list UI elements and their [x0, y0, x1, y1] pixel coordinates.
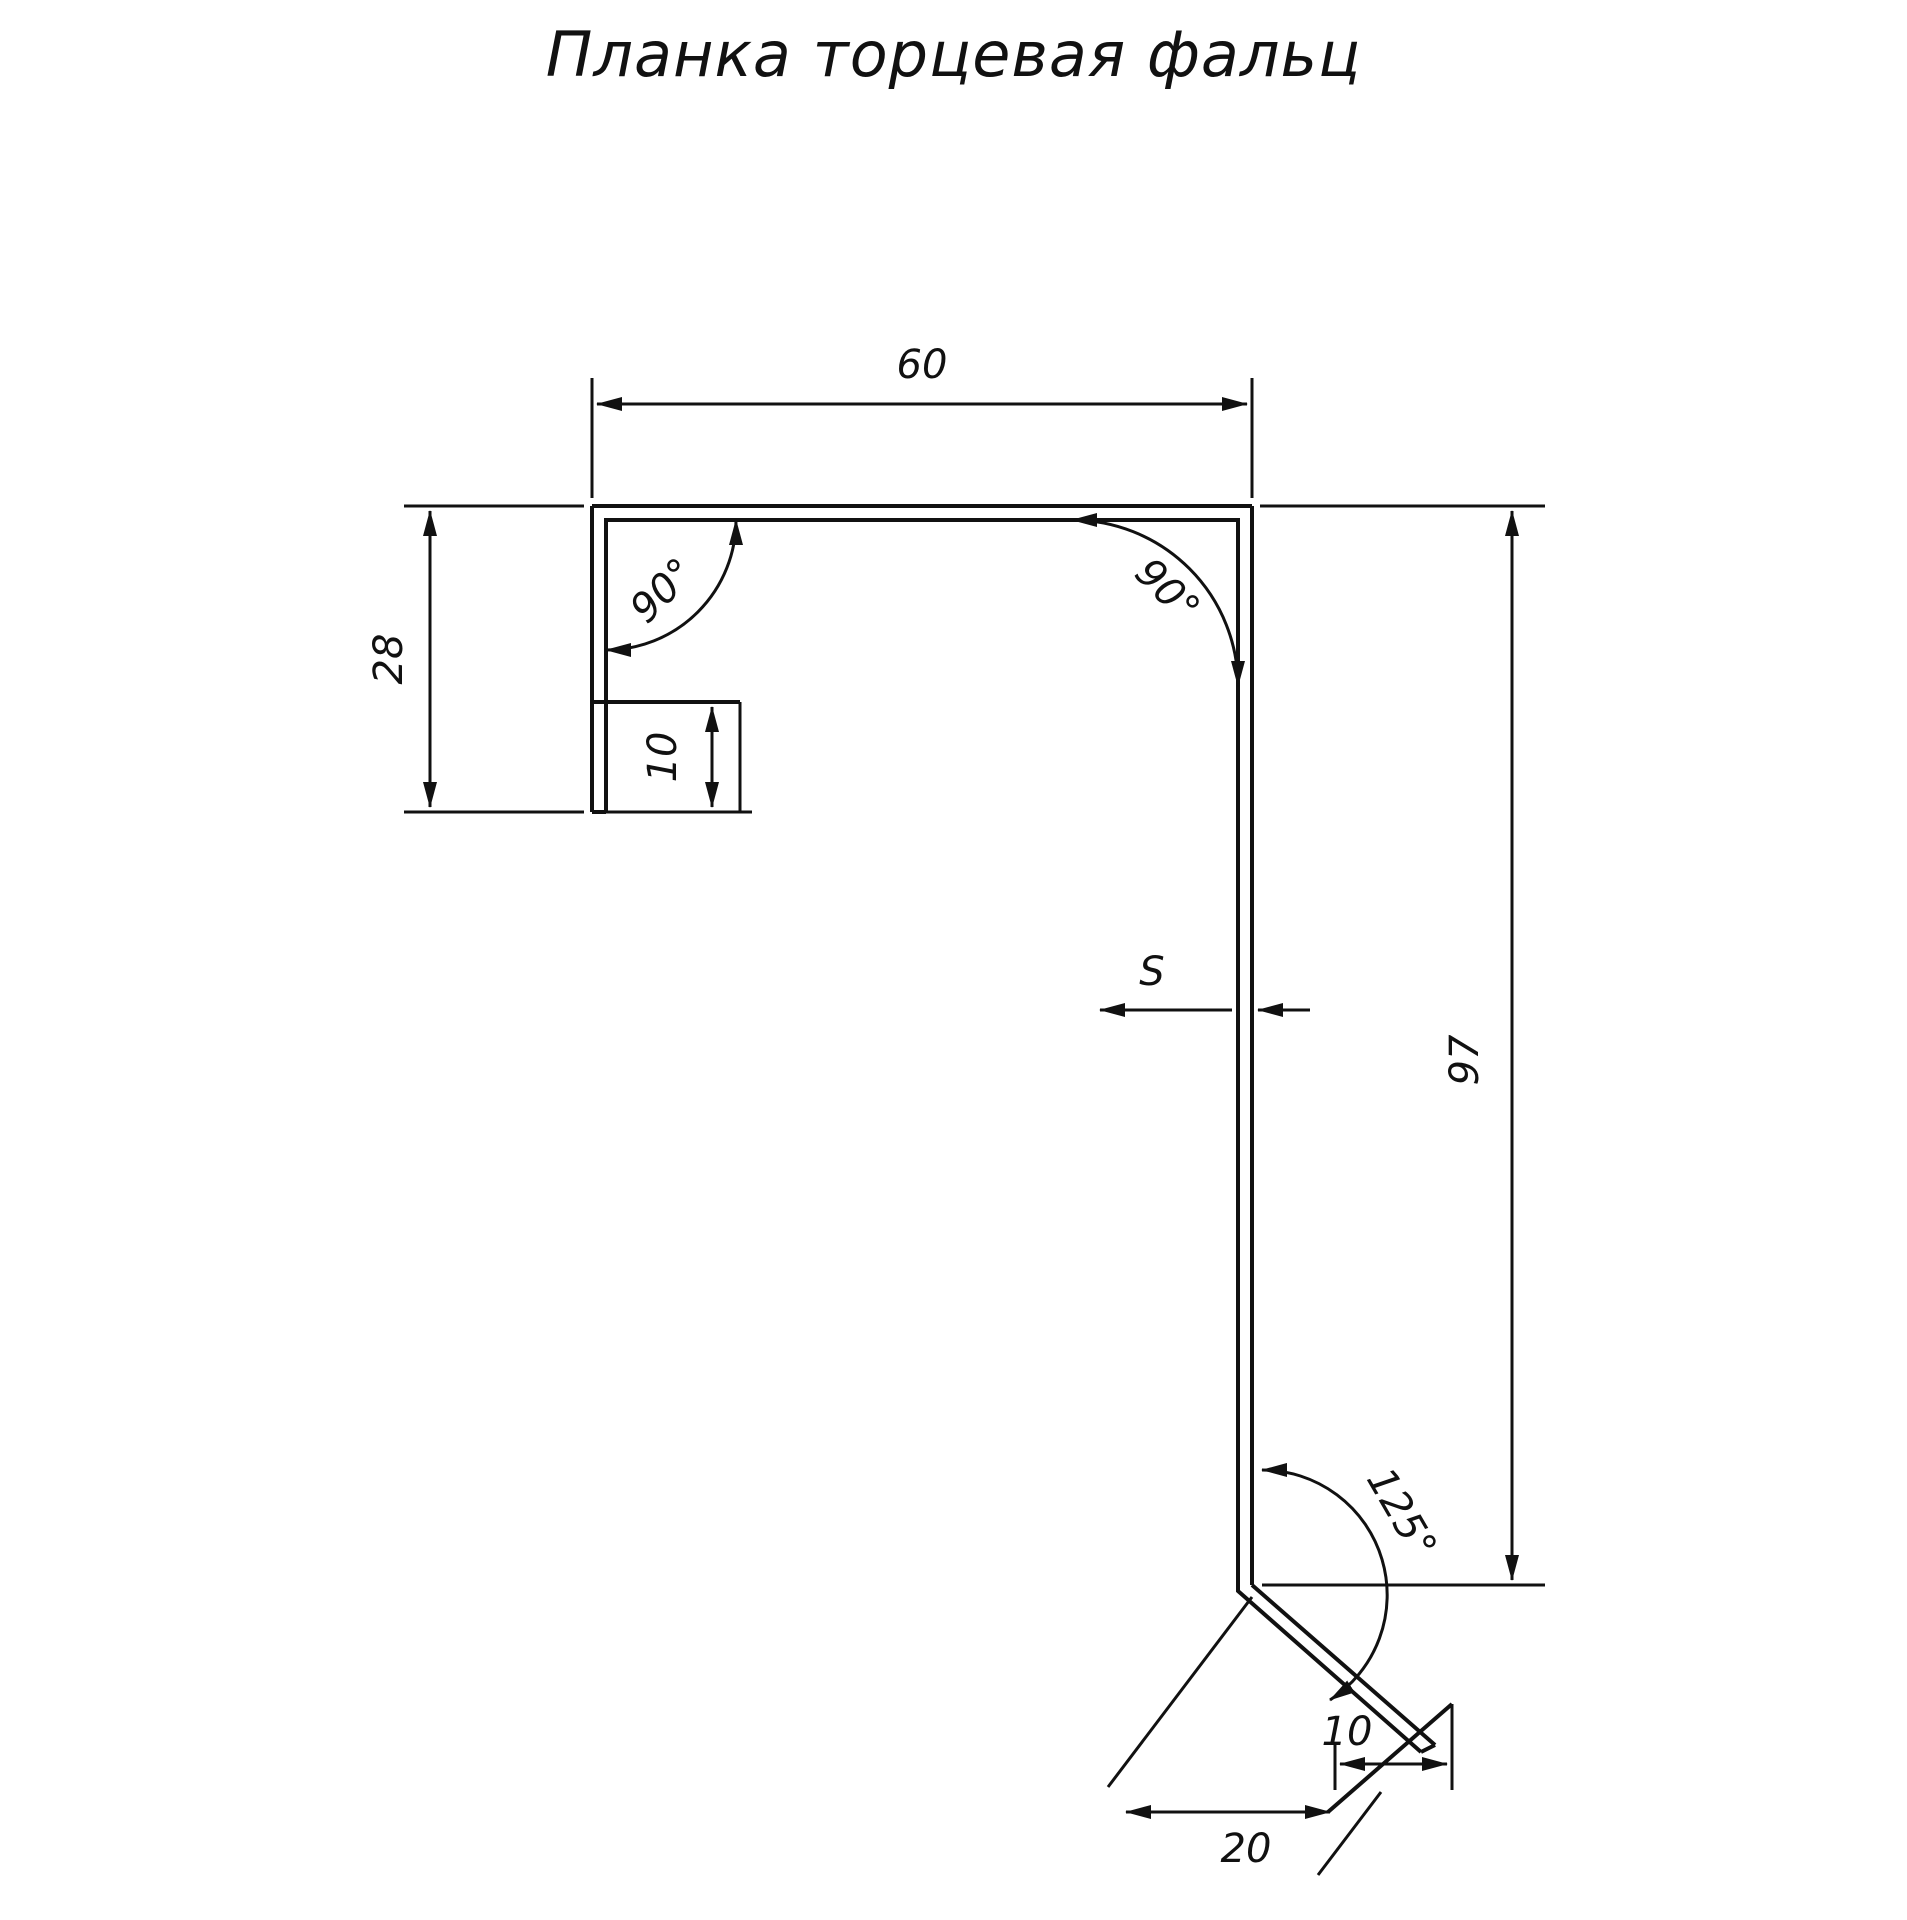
dimension-left-flange — [404, 506, 584, 812]
dimension-main-height — [1260, 506, 1545, 1585]
dimension-label-bottom-hem: 10 — [1321, 1709, 1373, 1755]
dimension-top-width — [592, 378, 1252, 498]
dimension-label-bottom-drip: 20 — [1220, 1826, 1272, 1872]
angle-label-top-right: 90° — [1125, 549, 1209, 633]
profile-outline — [592, 506, 1435, 1745]
page-title: Планка торцевая фальц — [545, 18, 1362, 91]
dimension-label-top-width: 60 — [896, 342, 948, 388]
profile-inner-offset — [592, 520, 1435, 1752]
dimension-label-thickness: S — [1139, 949, 1165, 995]
angle-label-top-left: 90° — [621, 549, 705, 633]
dimension-label-left-flange: 28 — [366, 633, 412, 685]
dimension-label-left-hem: 10 — [640, 731, 686, 783]
dimension-label-main-height: 97 — [1442, 1034, 1488, 1086]
angle-label-bottom: 125° — [1357, 1460, 1446, 1567]
